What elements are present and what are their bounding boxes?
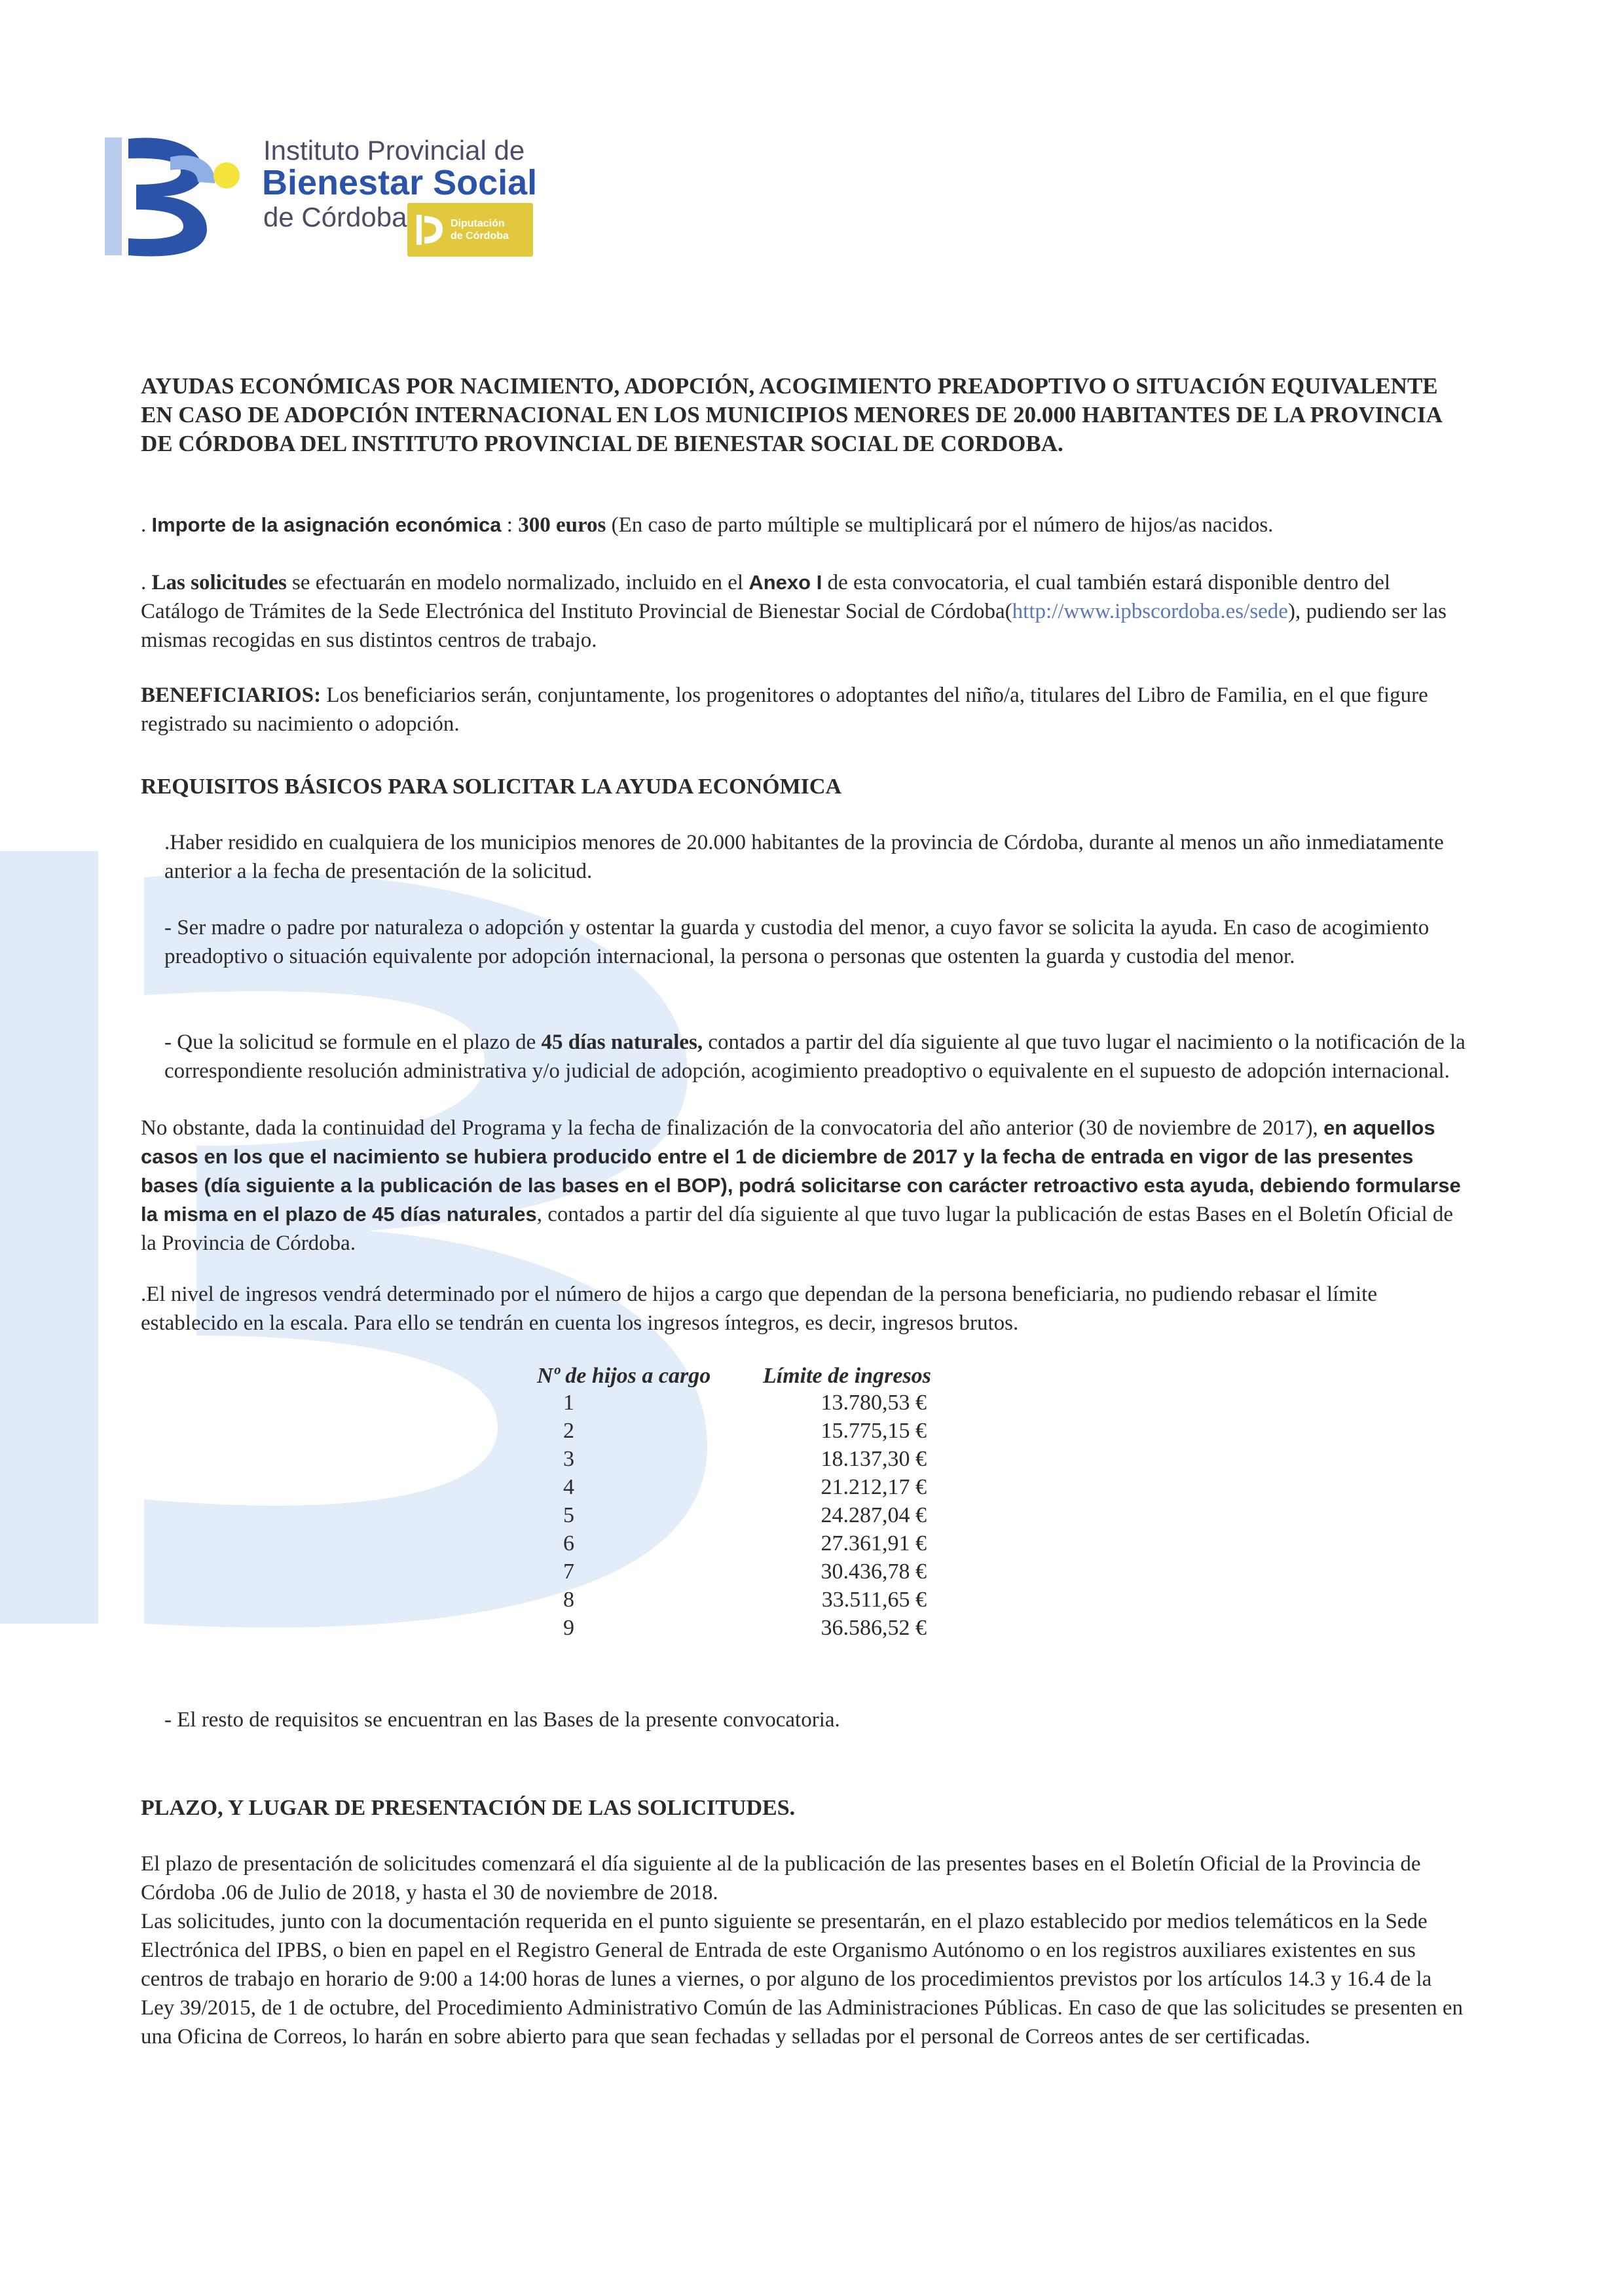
cell-hijos: 9	[563, 1616, 574, 1640]
solicitudes-anexo: Anexo I	[748, 571, 822, 594]
importe-prefix: .	[141, 513, 152, 537]
cell-hijos: 4	[563, 1475, 574, 1499]
plazo-paragraph-1: El plazo de presentación de solicitudes comenzará el día siguiente al de la publicación de las presentes bases en el Boletín Oficial de la Provincia de Córdoba .06 de Julio de 2018, y hasta el 30 de noviembre de 2018.	[141, 1852, 1421, 1904]
solicitudes-paragraph	[141, 568, 1470, 655]
cell-hijos: 3	[563, 1447, 574, 1471]
beneficiarios-paragraph	[141, 681, 1470, 738]
cell-limite: 15.775,15 €	[821, 1419, 927, 1443]
logo-text-cordoba: de Córdoba	[263, 202, 407, 232]
table-row	[537, 1447, 995, 1475]
diputacion-line1: Diputación	[451, 218, 505, 229]
diputacion-emblem-icon	[413, 212, 448, 247]
solicitudes-text2: de esta convocatoria, el cual también estará disponible dentro del Catálogo de Trámites de la Sede Electrónica del Instituto Provincial de Bienestar Social de Córdoba(	[141, 571, 1391, 623]
diputacion-badge	[407, 203, 533, 257]
table-row	[537, 1588, 995, 1616]
table-row	[537, 1391, 995, 1419]
requisito-guarda: - Ser madre o padre por naturaleza o adopción y ostentar la guarda y custodia del menor, a cuyo favor se solicita la ayuda. En caso de acogimiento preadoptivo o situación equivalente por adopción internacional, la persona o personas que ostenten la guarda y custodia del menor.	[164, 916, 1430, 968]
cell-limite: 36.586,52 €	[821, 1616, 927, 1640]
sede-link[interactable]: http://www.ipbscordoba.es/sede	[1012, 600, 1288, 623]
cell-hijos: 6	[563, 1531, 574, 1556]
plazo-heading: PLAZO, Y LUGAR DE PRESENTACIÓN DE LAS SOLICITUDES.	[141, 1796, 796, 1820]
document-title: AYUDAS ECONÓMICAS POR NACIMIENTO, ADOPCIÓN, ACOGIMIENTO PREADOPTIVO O SITUACIÓN EQUIVALENTE EN CASO DE ADOPCIÓN INTERNACIONAL EN LOS MUNICIPIOS MENORES DE 20.000 HABITANTES DE LA PROVINCIA DE CÓRDOBA DEL INSTITUTO PROVINCIAL DE BIENESTAR SOCIAL DE CORDOBA.	[141, 373, 1441, 456]
ipbs-logo-mark	[105, 131, 242, 262]
requisito-retroactivo	[141, 1114, 1470, 1258]
importe-rest: (En caso de parto múltiple se multiplicará por el número de hijos/as nacidos.	[606, 513, 1274, 537]
retroactivo-bold: en aquellos casos en los que el nacimiento se hubiera producido entre el 1 de diciembre de 2017 y la fecha de entrada en vigor de las presentes bases (día siguiente a la publicación de las bases en el BOP), podrá solicitarse con carácter retroactivo esta ayuda, debiendo formularse la misma en el plazo de 45 días naturales	[141, 1116, 1461, 1226]
table-header-limite: Límite de ingresos	[763, 1364, 931, 1388]
cell-hijos: 5	[563, 1503, 574, 1527]
solicitudes-text3: ), pudiendo ser las mismas recogidas en sus distintos centros de trabajo.	[141, 600, 1447, 652]
plazo-post: contados a partir del día siguiente al que tuvo lugar el nacimiento o la notificación de la correspondiente resolución administrativa y/o judicial de adopción, acogimiento preadoptivo o equivalente en el supuesto de adopción internacional.	[164, 1030, 1466, 1083]
cell-limite: 24.287,04 €	[821, 1503, 927, 1527]
cell-limite: 30.436,78 €	[821, 1559, 927, 1584]
table-row	[537, 1419, 995, 1447]
table-row	[537, 1503, 995, 1531]
retroactivo-post: , contados a partir del día siguiente al que tuvo lugar la publicación de estas Bases en el Boletín Oficial de la Provincia de Córdoba.	[141, 1203, 1454, 1255]
beneficiarios-text: Los beneficiarios serán, conjuntamente, los progenitores o adoptantes del niño/a, titulares del Libro de Familia, en el que figure registrado su nacimiento o adopción.	[141, 683, 1428, 736]
beneficiarios-label: BENEFICIARIOS:	[141, 683, 322, 707]
cell-hijos: 2	[563, 1419, 574, 1443]
table-row	[537, 1531, 995, 1559]
retroactivo-pre: No obstante, dada la continuidad del Programa y la fecha de finalización de la convocatoria del año anterior (30 de noviembre de 2017),	[141, 1116, 1324, 1140]
table-row	[537, 1559, 995, 1588]
importe-amount: 300 euros	[518, 513, 606, 537]
table-header-hijos: Nº de hijos a cargo	[537, 1364, 711, 1388]
plazo-pre: - Que la solicitud se formule en el plazo de	[164, 1030, 542, 1054]
table-row	[537, 1616, 995, 1644]
diputacion-text	[451, 217, 509, 242]
solicitudes-text1: se efectuarán en modelo normalizado, incluido en el	[286, 571, 749, 594]
diputacion-line2: de Córdoba	[451, 230, 509, 242]
cell-limite: 21.212,17 €	[821, 1475, 927, 1499]
plazo-paragraph-2: Las solicitudes, junto con la documentación requerida en el punto siguiente se presentarán, en el plazo establecido por medios telemáticos en la Sede Electrónica del IPBS, o bien en papel en el Registro General de Entrada de este Organismo Autónomo o en los registros auxiliares existentes en sus centros de trabajo en horario de 9:00 a 14:00 horas de lunes a viernes, o por alguno de los procedimientos previstos por los artículos 14.3 y 16.4 de la Ley 39/2015, de 1 de octubre, del Procedimiento Administrativo Común de las Administraciones Públicas. En caso de que las solicitudes se presenten en una Oficina de Correos, lo harán en sobre abierto para que sean fechadas y selladas por el personal de Correos antes de ser certificadas.	[141, 1910, 1463, 2049]
plazo-dias: 45 días naturales,	[541, 1030, 703, 1054]
cell-hijos: 7	[563, 1559, 574, 1584]
table-row	[537, 1475, 995, 1503]
cell-limite: 18.137,30 €	[821, 1447, 927, 1471]
cell-hijos: 1	[563, 1391, 574, 1415]
solicitudes-prefix: .	[141, 571, 152, 594]
requisito-residencia: .Haber residido en cualquiera de los municipios menores de 20.000 habitantes de la provincia de Córdoba, durante al menos un año inmediatamente anterior a la fecha de presentación de la solicitud.	[164, 831, 1444, 883]
cell-limite: 13.780,53 €	[821, 1391, 927, 1415]
cell-limite: 27.361,91 €	[821, 1531, 927, 1556]
requisito-plazo	[141, 1028, 1470, 1085]
solicitudes-label: Las solicitudes	[151, 571, 287, 594]
requisitos-heading: REQUISITOS BÁSICOS PARA SOLICITAR LA AYUDA ECONÓMICA	[141, 774, 842, 799]
importe-sep: :	[501, 513, 519, 537]
logo-text-instituto: Instituto Provincial de	[263, 135, 525, 166]
requisito-resto: - El resto de requisitos se encuentran en las Bases de la presente convocatoria.	[164, 1708, 840, 1732]
importe-paragraph	[141, 511, 1470, 539]
requisito-ingresos: .El nivel de ingresos vendrá determinado por el número de hijos a cargo que dependan de la persona beneficiaria, no pudiendo rebasar el límite establecido en la escala. Para ello se tendrán en cuenta los ingresos íntegros, es decir, ingresos brutos.	[141, 1283, 1377, 1335]
ipbs-logo	[105, 131, 563, 262]
cell-hijos: 8	[563, 1588, 574, 1612]
importe-label: Importe de la asignación económica	[151, 513, 502, 536]
cell-limite: 33.511,65 €	[821, 1588, 927, 1612]
logo-text-bienestar: Bienestar Social	[262, 163, 538, 202]
